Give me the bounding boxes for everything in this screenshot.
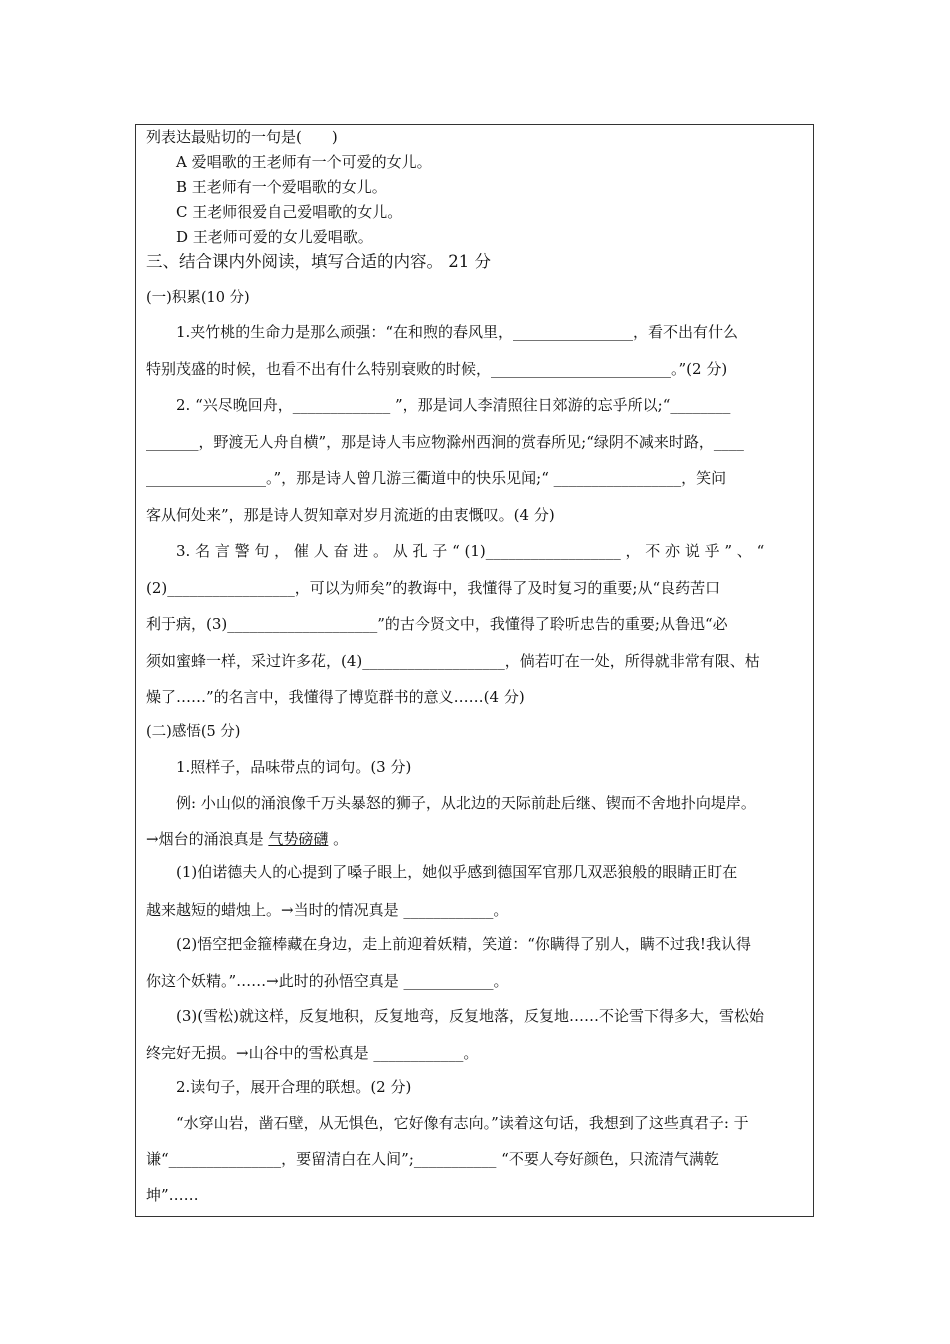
example-answer-underlined: 气势磅礴 (268, 830, 329, 848)
q3-line5: 燥了……”的名言中，我懂得了博览群书的意义……(4 分) (146, 688, 525, 706)
sub2-line2: 你这个妖精。”……→此时的孙悟空真是 ____________。 (146, 972, 509, 990)
option-c: C 王老师很爱自己爱唱歌的女儿。 (176, 203, 403, 221)
subsection-accumulation: (一)积累(10 分) (146, 290, 250, 306)
subsection-insight: (二)感悟(5 分) (146, 724, 241, 740)
option-b: B 王老师有一个爱唱歌的女儿。 (176, 178, 387, 196)
example-answer-suffix: 。 (328, 830, 349, 848)
example-answer (146, 829, 348, 849)
insight-q2-line1: “水穿山岩，凿石壁，从无惧色，它好像有志向。”读着这句话，我想到了这些真君子: 于 (176, 1114, 749, 1132)
example-sentence: 例: 小山似的涌浪像千万头暴怒的狮子，从北边的天际前赴后继、锲而不舍地扑向堤岸。 (176, 794, 756, 812)
q2-line1: 2. “兴尽晚回舟，_____________ ”，那是词人李清照往日郊游的忘乎所以;“________ (176, 396, 731, 414)
sub2-line1: (2)悟空把金箍棒藏在身边，走上前迎着妖精，笑道：“你瞒得了别人，瞒不过我!我认得 (176, 935, 751, 953)
insight-q2-line3: 坤”…… (146, 1186, 199, 1204)
insight-q1-prompt: 1.照样子，品味带点的词句。(3 分) (176, 758, 412, 776)
q3-line2: (2)_________________，可以为师矣”的教诲中，我懂得了及时复习的重要;从“良药苦口 (146, 579, 721, 597)
sub1-line2: 越来越短的蜡烛上。→当时的情况真是 ____________。 (146, 901, 509, 919)
q3-line1: 3. 名 言 警 句 ， 催 人 奋 进 。 从 孔 子 “ (1)__________________ ， 不 亦 说 乎 ” 、 “ (176, 542, 765, 560)
question-stem: 列表达最贴切的一句是( ) (146, 128, 338, 146)
option-d: D 王老师可爱的女儿爱唱歌。 (176, 228, 373, 246)
q2-line3: ________________。”，那是诗人曾几游三衢道中的快乐见闻;“ _________________，笑问 (146, 469, 727, 487)
insight-q2-prompt: 2.读句子，展开合理的联想。(2 分) (176, 1078, 412, 1096)
sub3-line1: (3)(雪松)就这样，反复地积，反复地弯，反复地落，反复地……不论雪下得多大，雪松始 (176, 1007, 764, 1025)
q1-line1: 1.夹竹桃的生命力是那么顽强：“在和煦的春风里，________________，看不出有什么 (176, 323, 738, 341)
q3-line4: 须如蜜蜂一样，采过许多花，(4)___________________，倘若叮在一处，所得就非常有限、枯 (146, 652, 760, 670)
option-a: A 爱唱歌的王老师有一个可爱的女儿。 (176, 153, 432, 171)
q1-line2: 特别茂盛的时候，也看不出有什么特别衰败的时候，________________________。”(2 分) (146, 360, 728, 378)
q2-line2: _______，野渡无人舟自横”，那是诗人韦应物滁州西涧的赏春所见;“绿阴不减来时路，____ (146, 433, 744, 451)
insight-q2-line2: 谦“_______________，要留清白在人间”;___________ “不要人夸好颜色，只流清气满乾 (146, 1150, 719, 1168)
q3-line3: 利于病，(3)____________________”的古今贤文中，我懂得了聆听忠告的重要;从鲁迅“必 (146, 615, 728, 633)
section-three-heading: 三、结合课内外阅读，填写合适的内容。 21 分 (146, 252, 491, 271)
q2-line4: 客从何处来”，那是诗人贺知章对岁月流逝的由衷慨叹。(4 分) (146, 506, 555, 524)
sub3-line2: 终完好无损。→山谷中的雪松真是 ____________。 (146, 1044, 479, 1062)
example-answer-prefix: →烟台的涌浪真是 (146, 830, 269, 848)
sub1-line1: (1)伯诺德夫人的心提到了嗓子眼上，她似乎感到德国军官那几双恶狼般的眼睛正盯在 (176, 863, 738, 881)
